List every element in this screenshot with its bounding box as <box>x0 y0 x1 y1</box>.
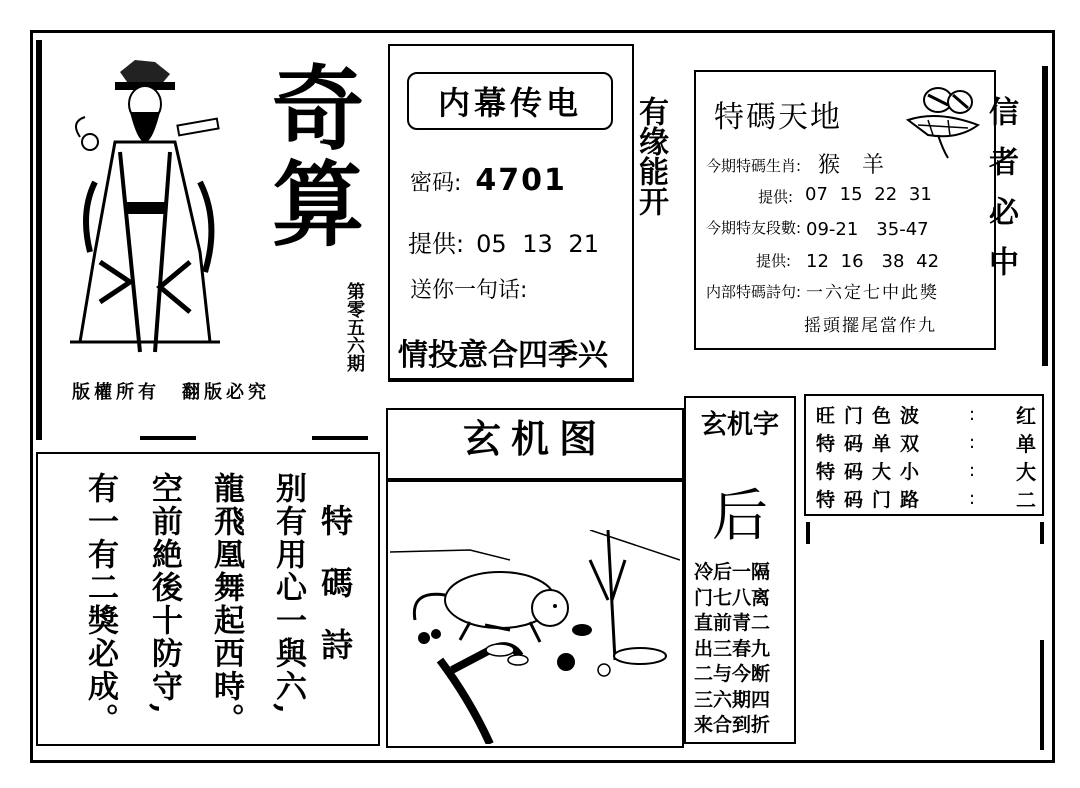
riddle-line: 来合到折 <box>694 714 771 736</box>
phrase-text: 情投意合四季兴 <box>398 338 608 373</box>
decor-bar <box>1042 66 1048 366</box>
provide-row <box>408 224 599 259</box>
attribute-label: 特码单双 <box>816 432 929 455</box>
inner-news-title: 内幕传电 <box>437 84 582 122</box>
poem-column-1: 别有用心一與六, <box>270 472 306 716</box>
segment-value: 09-21 35-47 <box>806 219 929 240</box>
zodiac-value: 猴 羊 <box>818 153 885 178</box>
attribute-colon: : <box>968 459 976 481</box>
provide-values: 05 13 21 <box>476 230 599 258</box>
riddle-line: 冷后一隔 <box>694 561 771 583</box>
riddle-line: 出三春九 <box>694 637 771 660</box>
inner-news-underline <box>388 378 634 382</box>
attribute-row <box>816 456 1036 484</box>
attribute-row <box>816 428 1036 456</box>
side-left-text: 有缘能开 <box>633 96 668 216</box>
attribute-colon: : <box>968 487 976 509</box>
copyright-text: 版權所有 翻版必究 <box>72 382 270 403</box>
attribute-label: 旺门色波 <box>816 404 929 427</box>
provide-label: 提供: <box>408 230 465 258</box>
fruit-illustration <box>898 80 988 160</box>
xuanji-zi-header: 玄机字 <box>700 410 779 440</box>
attribute-label: 特码大小 <box>816 460 929 483</box>
poem-line-2: 摇頭擺尾當作九 <box>804 316 937 336</box>
attribute-row <box>816 400 1036 428</box>
xuanji-tu-title: 玄机图 <box>462 417 607 461</box>
phrase-label: 送你一句话: <box>410 278 528 303</box>
attribute-value: 单 <box>1016 431 1036 456</box>
poem-label: 内部特碼詩句: <box>706 283 802 301</box>
main-title <box>268 56 368 259</box>
code-label: 密码: <box>410 171 462 196</box>
attribute-value: 大 <box>1016 459 1036 484</box>
divider-dash <box>312 436 368 440</box>
decor-bar <box>1040 640 1044 750</box>
decor-bar <box>36 40 42 440</box>
attribute-colon: : <box>968 403 976 425</box>
riddle-line: 二与今断 <box>694 663 771 685</box>
attributes-table <box>816 400 1036 512</box>
deity-illustration <box>60 52 230 362</box>
segment-label: 今期特友段數: <box>706 219 802 237</box>
decor-bar <box>1040 522 1044 544</box>
poem-title: 特碼詩 <box>316 504 354 690</box>
segment-provide-value: 12 16 38 42 <box>806 251 940 272</box>
xuanji-tu-divider <box>386 478 684 482</box>
riddle-list <box>694 560 790 739</box>
attribute-colon: : <box>968 431 976 453</box>
divider-dash <box>140 436 196 440</box>
title-char-2: 算 <box>271 152 364 259</box>
riddle-line: 直前青二 <box>694 612 771 634</box>
poem-column-3: 空前絶後十防守, <box>146 472 182 716</box>
poem-column-4: 有一有二獎必成。 <box>82 472 118 736</box>
attribute-value: 红 <box>1016 403 1036 428</box>
code-row <box>410 163 567 198</box>
side-right-text: 信者必中 <box>983 96 1018 296</box>
zodiac-label: 今期特碼生肖: <box>706 157 802 175</box>
xuanji-zi-char: 后 <box>712 484 768 549</box>
issue-number: 第零五六期 <box>344 282 365 372</box>
zodiac-provide-value: 07 15 22 31 <box>805 184 932 205</box>
inner-news-header <box>407 72 613 130</box>
attribute-row <box>816 484 1036 512</box>
riddle-line: 三六期四 <box>694 688 771 711</box>
zodiac-provide-label: 提供: <box>758 188 794 206</box>
poem-line-1: 一六定七中此獎 <box>806 283 939 303</box>
code-value: 4701 <box>475 163 567 198</box>
attribute-label: 特码门路 <box>816 488 929 511</box>
poem-column-2: 龍飛凰舞起西時。 <box>208 472 244 736</box>
monkey-illustration <box>390 530 680 744</box>
riddle-line: 门七八离 <box>694 586 771 609</box>
special-header: 特碼天地 <box>714 100 842 135</box>
title-char-1: 奇 <box>271 56 364 163</box>
attribute-value: 二 <box>1016 487 1036 512</box>
segment-provide-label: 提供: <box>756 252 792 270</box>
decor-bar <box>806 522 810 544</box>
